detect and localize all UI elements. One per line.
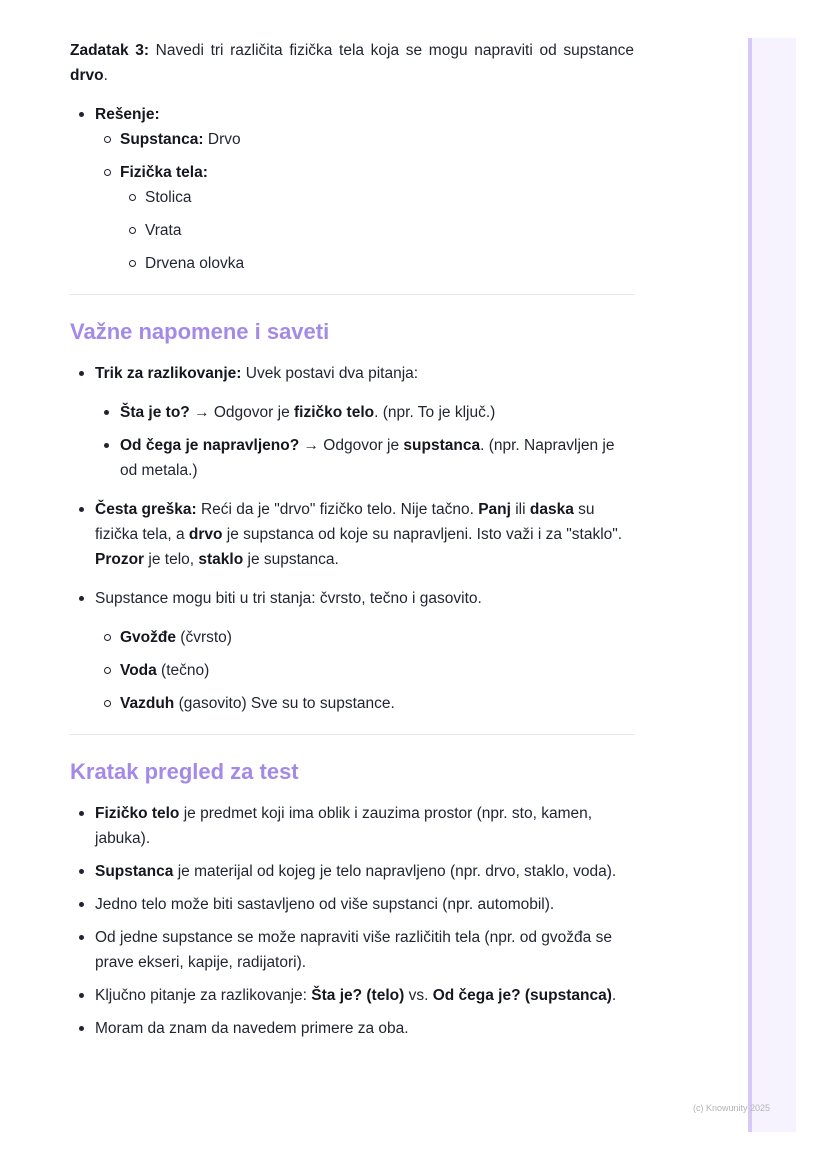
text: je telo, bbox=[144, 551, 199, 568]
copyright-footer: (c) Knowunity 2025 bbox=[693, 1103, 771, 1113]
list-item bbox=[95, 625, 634, 650]
bold: Supstanca bbox=[95, 863, 174, 880]
bodies-item bbox=[95, 160, 634, 276]
text: Reći da je "drvo" fizičko telo. Nije tačno. bbox=[196, 501, 479, 518]
trick-item bbox=[70, 361, 634, 483]
mistake-label: Česta greška: bbox=[95, 501, 197, 518]
solution-list bbox=[70, 102, 634, 276]
q1-rest: . (npr. To je ključ.) bbox=[374, 404, 496, 421]
text: je materijal od kojeg je telo napravljeno (npr. drvo, staklo, voda). bbox=[173, 863, 617, 880]
bold: daska bbox=[529, 501, 574, 518]
bold: Voda bbox=[120, 662, 157, 679]
text: (tečno) bbox=[156, 662, 210, 679]
solution-label: Rešenje: bbox=[95, 106, 160, 123]
divider bbox=[70, 294, 634, 295]
text: Ključno pitanje za razlikovanje: bbox=[95, 987, 312, 1004]
list-item: Stolica bbox=[120, 185, 634, 210]
text: Od jedne supstance se može napraviti više različitih tela (npr. od gvožđa se prave ekseri, kapije, radijatori). bbox=[95, 929, 612, 971]
task-label: Zadatak 3: bbox=[70, 42, 150, 59]
q2-answer: supstanca bbox=[403, 437, 481, 454]
text: je supstanca od koje su napravljeni. Isto važi i za "staklo". bbox=[222, 526, 623, 543]
states-item bbox=[70, 586, 634, 716]
trick-sublist bbox=[95, 400, 634, 483]
text: (gasovito) Sve su to supstance. bbox=[174, 695, 395, 712]
task-paragraph bbox=[70, 38, 634, 88]
bold: Fizičko telo bbox=[95, 805, 180, 822]
summary-list bbox=[70, 801, 634, 1041]
list-item bbox=[95, 691, 634, 716]
text: Moram da znam da navedem primere za oba. bbox=[95, 1020, 409, 1037]
list-item bbox=[70, 859, 634, 884]
solution-item bbox=[70, 102, 634, 276]
text: je supstanca. bbox=[243, 551, 339, 568]
section-title-summary: Kratak pregled za test bbox=[70, 759, 299, 784]
q1-text: → Odgovor je bbox=[189, 404, 295, 421]
states-sublist bbox=[95, 625, 634, 716]
trick-text: Uvek postavi dva pitanja: bbox=[241, 365, 419, 382]
trick-label: Trik za razlikovanje: bbox=[95, 365, 242, 382]
section-title-notes: Važne napomene i saveti bbox=[70, 319, 330, 344]
bold: drvo bbox=[188, 526, 223, 543]
task-text: Navedi tri različita fizička tela koja se mogu napraviti od supstance bbox=[149, 42, 634, 59]
bold: Šta je? (telo) bbox=[311, 987, 405, 1004]
question-item bbox=[95, 433, 634, 483]
divider bbox=[70, 734, 634, 735]
q1-bold: Šta je to? bbox=[120, 404, 190, 421]
question-item bbox=[95, 400, 634, 425]
side-margin-panel bbox=[748, 38, 796, 1132]
q1-answer: fizičko telo bbox=[294, 404, 375, 421]
bodies-label: Fizička tela: bbox=[120, 164, 208, 181]
solution-sublist bbox=[95, 127, 634, 276]
list-item bbox=[70, 801, 634, 851]
text: (čvrsto) bbox=[175, 629, 232, 646]
states-text: Supstance mogu biti u tri stanja: čvrsto, tečno i gasovito. bbox=[95, 590, 482, 607]
list-item bbox=[95, 658, 634, 683]
q2-bold: Od čega je napravljeno? bbox=[120, 437, 300, 454]
q2-text: → Odgovor je bbox=[299, 437, 404, 454]
list-item: Drvena olovka bbox=[120, 251, 634, 276]
bold: Gvožđe bbox=[120, 629, 176, 646]
text: vs. bbox=[404, 987, 433, 1004]
text: ili bbox=[510, 501, 530, 518]
bold: Prozor bbox=[95, 551, 145, 568]
list-item bbox=[70, 925, 634, 975]
notes-list bbox=[70, 361, 634, 716]
substance-value: Drvo bbox=[203, 131, 241, 148]
list-item bbox=[70, 892, 634, 917]
substance-label: Supstanca: bbox=[120, 131, 204, 148]
list-item: Vrata bbox=[120, 218, 634, 243]
text: je predmet koji ima oblik i zauzima prostor (npr. sto, kamen, jabuka). bbox=[95, 805, 593, 847]
text: su fizička tela, a bbox=[95, 501, 595, 543]
q2-rest: . (npr. Napravljen je od metala.) bbox=[120, 437, 615, 479]
document-content bbox=[70, 38, 634, 1049]
list-item bbox=[70, 1016, 634, 1041]
bold: staklo bbox=[198, 551, 244, 568]
text: Jedno telo može biti sastavljeno od više supstanci (npr. automobil). bbox=[95, 896, 555, 913]
task-end: . bbox=[103, 67, 108, 84]
bodies-list bbox=[120, 185, 634, 276]
bold: Vazduh bbox=[120, 695, 175, 712]
mistake-item bbox=[70, 497, 634, 572]
substance-item bbox=[95, 127, 634, 152]
list-item bbox=[70, 983, 634, 1008]
bold: Od čega je? (supstanca) bbox=[432, 987, 612, 1004]
bold: Panj bbox=[478, 501, 511, 518]
text: . bbox=[611, 987, 617, 1004]
task-bold-word: drvo bbox=[70, 67, 104, 84]
